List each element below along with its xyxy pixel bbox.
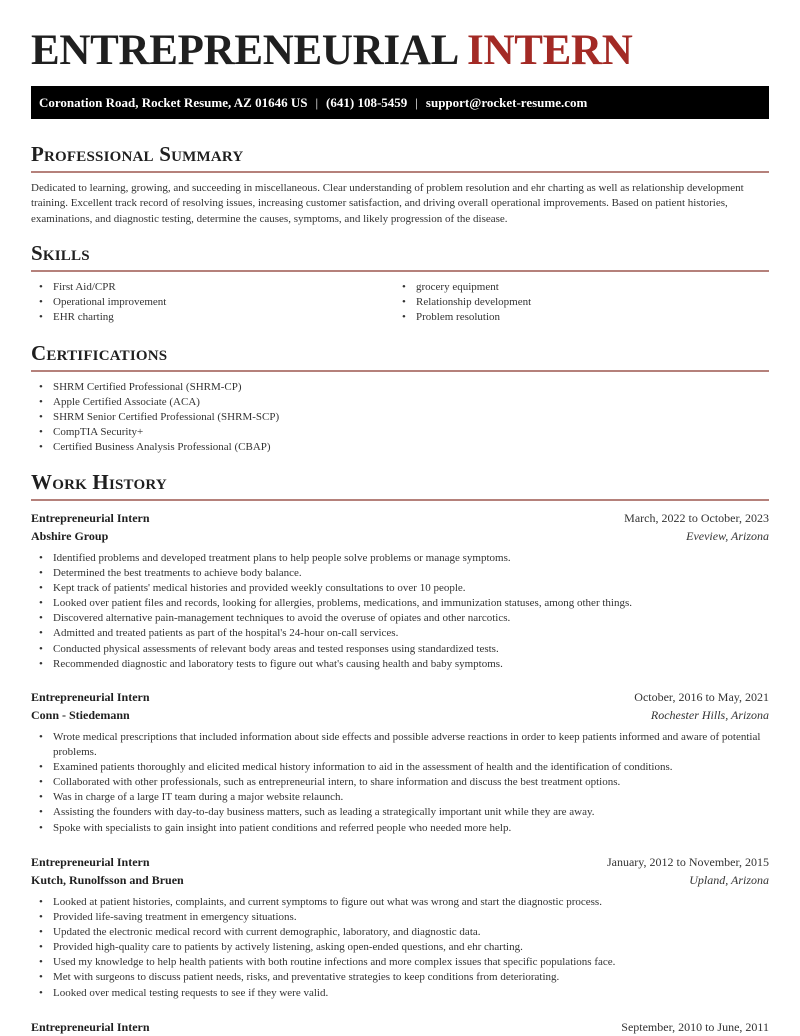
- skill-item: • Relationship development: [394, 295, 754, 310]
- section-title-work-history: Work History: [31, 470, 167, 494]
- name-second: INTERN: [467, 27, 633, 74]
- job-header-row: [31, 688, 769, 706]
- section-title-skills: Skills: [31, 241, 90, 265]
- job-duties-list: [31, 895, 769, 1001]
- section-title-summary: Professional Summary: [31, 142, 244, 166]
- job-title: Entrepreneurial Intern: [31, 1020, 150, 1034]
- job-duty: • Wrote medical prescriptions that included information about side effects and possible adverse reactions in order to keep patients informed and aware of potential problems.: [31, 730, 769, 760]
- job-location: Rochester Hills, Arizona: [650, 708, 769, 722]
- skill-item: • EHR charting: [31, 310, 391, 325]
- skill-item: • First Aid/CPR: [31, 280, 391, 295]
- skills-list-left: [31, 280, 391, 325]
- job-duty: • Assisting the founders with day-to-day business matters, such as leading a strategically important unit while they are away.: [31, 805, 769, 820]
- contact-address: Coronation Road, Rocket Resume, AZ 01646 US: [39, 95, 308, 110]
- summary-text: Dedicated to learning, growing, and succeeding in miscellaneous. Clear understanding of problem resolution and ehr charting as well as relationship development training. Excellent track record of resolving issues, increasing customer satisfaction, and driving overall operational improvements. Based on patient histories, examinations, and diagnostic testing, determine the causes, symptoms, and likely progression of the disease.: [31, 182, 744, 225]
- contact-phone: (641) 108-5459: [326, 95, 408, 110]
- skills-list-right: [394, 280, 754, 325]
- job-company-row: [31, 706, 769, 724]
- certification-item: • SHRM Senior Certified Professional (SHRM-SCP): [31, 410, 769, 425]
- job-title: Entrepreneurial Intern: [31, 855, 150, 869]
- job-duty: • Spoke with specialists to gain insight into patient conditions and referred people who needed more help.: [31, 821, 769, 836]
- section-divider: [31, 499, 769, 501]
- name-first: ENTREPRENEURIAL: [31, 27, 457, 74]
- certifications-list: [31, 380, 769, 455]
- job-company-row: [31, 871, 769, 889]
- certification-item: • Certified Business Analysis Professional (CBAP): [31, 440, 769, 455]
- job-duties-list: [31, 551, 769, 672]
- job-duty: • Was in charge of a large IT team during a major website relaunch.: [31, 790, 769, 805]
- job-duty: • Discovered alternative pain-management techniques to avoid the overuse of opiates and other narcotics.: [31, 611, 769, 626]
- job-duty: • Identified problems and developed treatment plans to help people solve problems or manage symptoms.: [31, 551, 769, 566]
- job-company: Kutch, Runolfsson and Bruen: [31, 873, 184, 887]
- section-divider: [31, 270, 769, 272]
- job-company-row: [31, 527, 769, 545]
- job-duty: • Provided life-saving treatment in emergency situations.: [31, 910, 769, 925]
- job-duty: • Determined the best treatments to achieve body balance.: [31, 566, 769, 581]
- job-header-row: [31, 1018, 769, 1036]
- job-duty: • Examined patients thoroughly and elicited medical history information to aid in the assessment of health and the identification of conditions.: [31, 760, 769, 775]
- job-dates: January, 2012 to November, 2015: [606, 855, 769, 869]
- job-duty: • Looked over medical testing requests to see if they were valid.: [31, 986, 769, 1001]
- job-header-row: [31, 509, 769, 527]
- job-duty: • Looked over patient files and records, looking for allergies, problems, medications, and immunization statuses, among other things.: [31, 596, 769, 611]
- job-company: Conn - Stiedemann: [31, 708, 130, 722]
- job-duty: • Admitted and treated patients as part of the hospital's 24-hour on-call services.: [31, 626, 769, 641]
- contact-separator: |: [415, 95, 418, 110]
- contact-email[interactable]: support@rocket-resume.com: [425, 95, 588, 110]
- job-entry: [31, 853, 769, 1001]
- job-duty: • Collaborated with other professionals, such as entrepreneurial intern, to share information and discuss the best treatment options.: [31, 775, 769, 790]
- job-dates: September, 2010 to June, 2011: [621, 1020, 769, 1034]
- job-duties-list: [31, 730, 769, 836]
- job-location: Eveview, Arizona: [686, 529, 769, 543]
- job-entry: [31, 1018, 769, 1036]
- job-title: Entrepreneurial Intern: [31, 511, 150, 525]
- certification-item: • CompTIA Security+: [31, 425, 769, 440]
- job-entry: [31, 509, 769, 672]
- contact-separator: |: [315, 95, 319, 110]
- candidate-name: [31, 27, 633, 75]
- job-dates: October, 2016 to May, 2021: [634, 690, 769, 704]
- certification-item: • SHRM Certified Professional (SHRM-CP): [31, 380, 769, 395]
- job-duty: • Met with surgeons to discuss patient needs, risks, and preventative strategies to keep conditions from deteriorating.: [31, 970, 769, 985]
- section-title-certifications: Certifications: [31, 341, 168, 365]
- section-divider: [31, 171, 769, 173]
- job-entry: [31, 688, 769, 836]
- skill-item: • Problem resolution: [394, 310, 754, 325]
- job-duty: • Conducted physical assessments of relevant body areas and tested responses using standardized tests.: [31, 642, 769, 657]
- skill-item: • Operational improvement: [31, 295, 391, 310]
- skill-item: • grocery equipment: [394, 280, 754, 295]
- job-title: Entrepreneurial Intern: [31, 690, 150, 704]
- job-duty: • Provided high-quality care to patients by actively listening, asking open-ended questions, and ehr charting.: [31, 940, 769, 955]
- job-duty: • Updated the electronic medical record with current demographic, laboratory, and diagnostic data.: [31, 925, 769, 940]
- job-header-row: [31, 853, 769, 871]
- contact-bar: [31, 86, 769, 119]
- job-duty: • Recommended diagnostic and laboratory tests to figure out what's causing health and baby symptoms.: [31, 657, 769, 672]
- certification-item: • Apple Certified Associate (ACA): [31, 395, 769, 410]
- job-location: Upland, Arizona: [689, 873, 769, 887]
- job-duty: • Kept track of patients' medical histories and provided weekly consultations to over 10 people.: [31, 581, 769, 596]
- job-dates: March, 2022 to October, 2023: [624, 511, 769, 525]
- job-duty: • Looked at patient histories, complaints, and current symptoms to figure out what was wrong and start the diagnostic process.: [31, 895, 769, 910]
- job-company: Abshire Group: [31, 529, 109, 543]
- section-divider: [31, 370, 769, 372]
- job-duty: • Used my knowledge to help health patients with both routine infections and more complex issues that specific populations face.: [31, 955, 769, 970]
